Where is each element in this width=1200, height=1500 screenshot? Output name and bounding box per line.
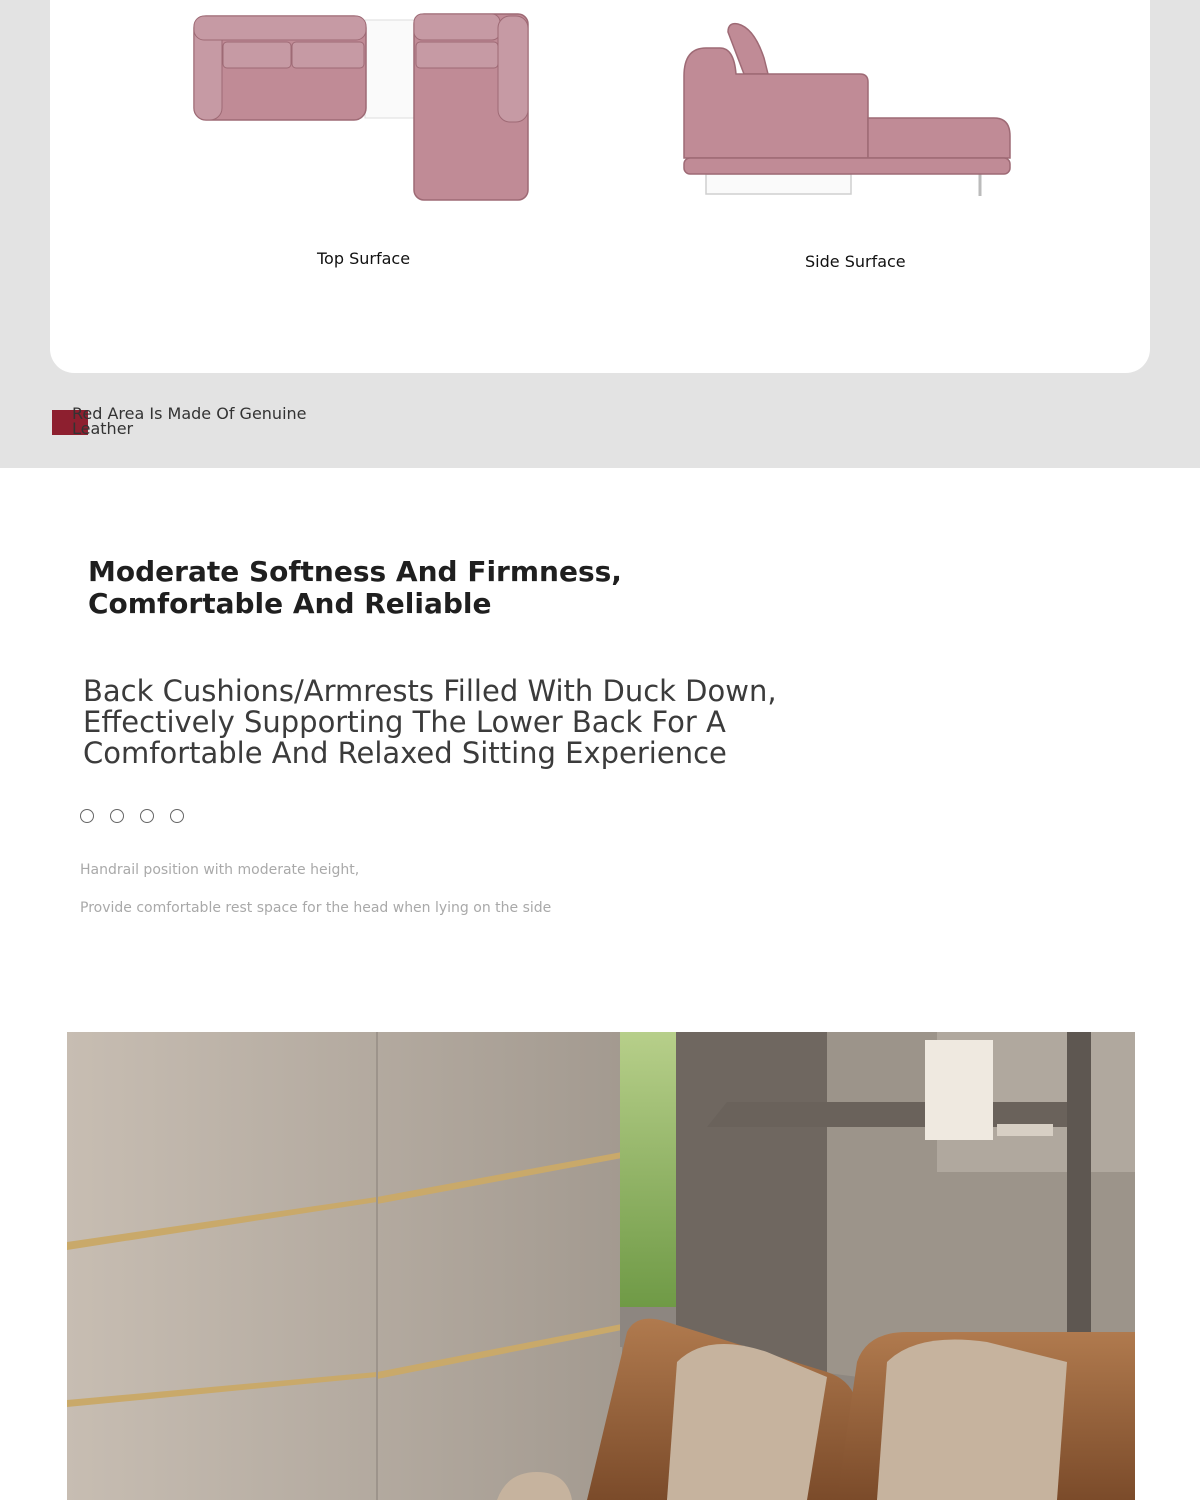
sofa-top-view-diagram bbox=[190, 10, 535, 205]
feature-heading: Moderate Softness And Firmness, Comfortable And Reliable bbox=[88, 555, 622, 620]
leather-legend-label: Red Area Is Made Of Genuine Leather bbox=[72, 404, 307, 438]
carousel-dots bbox=[80, 809, 184, 823]
carousel-dot-1[interactable] bbox=[80, 809, 94, 823]
sofa-room-photo bbox=[67, 1032, 1135, 1500]
side-surface-caption: Side Surface bbox=[805, 252, 906, 271]
feature-note-2: Provide comfortable rest space for the head when lying on the side bbox=[80, 900, 552, 916]
sofa-side-view-diagram bbox=[676, 18, 1016, 200]
feature-note-1: Handrail position with moderate height, bbox=[80, 862, 360, 878]
top-surface-caption: Top Surface bbox=[317, 249, 411, 268]
carousel-dot-3[interactable] bbox=[140, 809, 154, 823]
feature-subheading: Back Cushions/Armrests Filled With Duck Down, Effectively Supporting The Lower Back For A Comfortable And Relaxed Sitting Experience bbox=[83, 674, 777, 770]
carousel-dot-4[interactable] bbox=[170, 809, 184, 823]
carousel-dot-2[interactable] bbox=[110, 809, 124, 823]
